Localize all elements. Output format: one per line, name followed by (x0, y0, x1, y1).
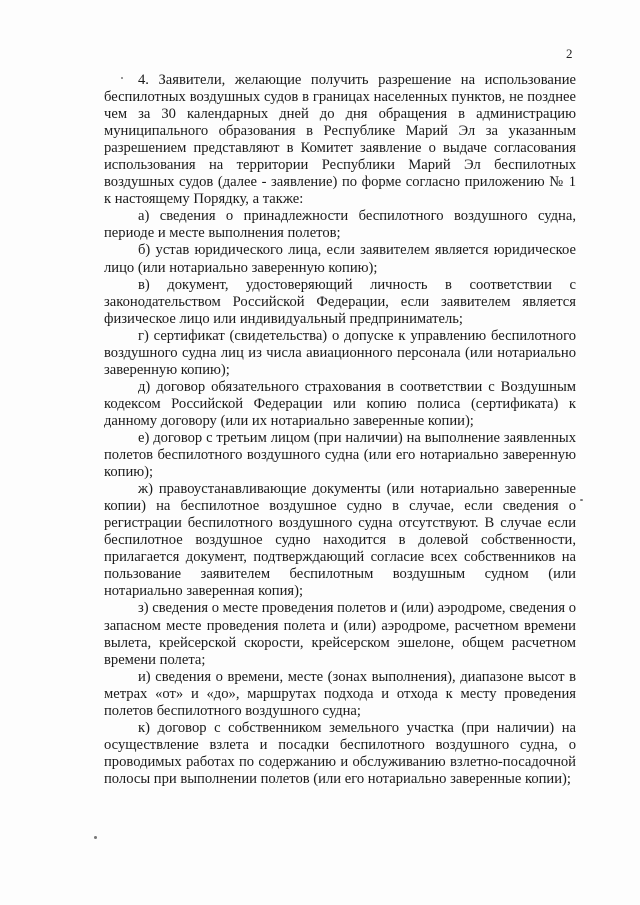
list-item-z: з) сведения о месте проведения полетов и (или) аэродроме, сведения о запасном месте проведения полета и (или) аэродроме, расчетном времени вылета, крейсерской скорости, крейсерском эшелоне, общем расчетном времени полета; (104, 600, 576, 668)
page-number: 2 (566, 46, 573, 61)
list-item-k: к) договор с собственником земельного участка (при наличии) на осуществление взлета и посадки беспилотного воздушного судна, о проводимых работах по содержанию и обслуживанию взлетно-посадочной полосы при выполнении полетов (или его нотариально заверенные копии); (104, 719, 576, 787)
paragraph-4-intro: 4. Заявители, желающие получить разрешение на использование беспилотных воздушных судов в границах населенных пунктов, не позднее чем за 30 календарных дней до дня обращения в администрацию муниципального образования в Республике Марий Эл за указанным разрешением представляют в Комитет заявление о выдаче согласования использования на территории Республики Марий Эл беспилотных воздушных судов (далее - заявление) по форме согласно приложению № 1 к настоящему Порядку, а также: (104, 72, 576, 208)
list-item-a: а) сведения о принадлежности беспилотного воздушного судна, периоде и месте выполнения полетов; (104, 208, 576, 242)
list-item-v: в) документ, удостоверяющий личность в соответствии с законодательством Российской Федерации, если заявителем является физическое лицо или индивидуальный предприниматель; (104, 276, 576, 327)
list-item-i: и) сведения о времени, месте (зонах выполнения), диапазоне высот в метрах «от» и «до», маршрутах подхода и отхода к месту проведения полетов беспилотного воздушного судна; (104, 668, 576, 719)
document-body (104, 72, 576, 788)
scan-artifact (121, 77, 123, 79)
list-item-g: г) сертификат (свидетельства) о допуске к управлению беспилотного воздушного судна лиц из числа авиационного персонала (или нотариально заверенную копию); (104, 327, 576, 378)
list-item-b: б) устав юридического лица, если заявителем является юридическое лицо (или нотариально заверенную копию); (104, 242, 576, 276)
scan-artifact (94, 836, 97, 839)
list-item-d: д) договор обязательного страхования в соответствии с Воздушным кодексом Российской Федерации или копию полиса (сертификата) к данному договору (или их нотариально заверенные копии); (104, 378, 576, 429)
scan-artifact (580, 499, 583, 501)
list-item-zh: ж) правоустанавливающие документы (или нотариально заверенные копии) на беспилотное воздушное судно в случае, если сведения о регистрации беспилотного воздушного судна отсутствуют. В случае если беспилотное воздушное судно находится в долевой собственности, прилагается документ, подтверждающий согласие всех собственников на пользование заявителем беспилотным воздушным судном (или нотариально заверенная копия); (104, 481, 576, 600)
list-item-e: е) договор с третьим лицом (при наличии) на выполнение заявленных полетов беспилотного воздушного судна (или его нотариально заверенную копию); (104, 429, 576, 481)
